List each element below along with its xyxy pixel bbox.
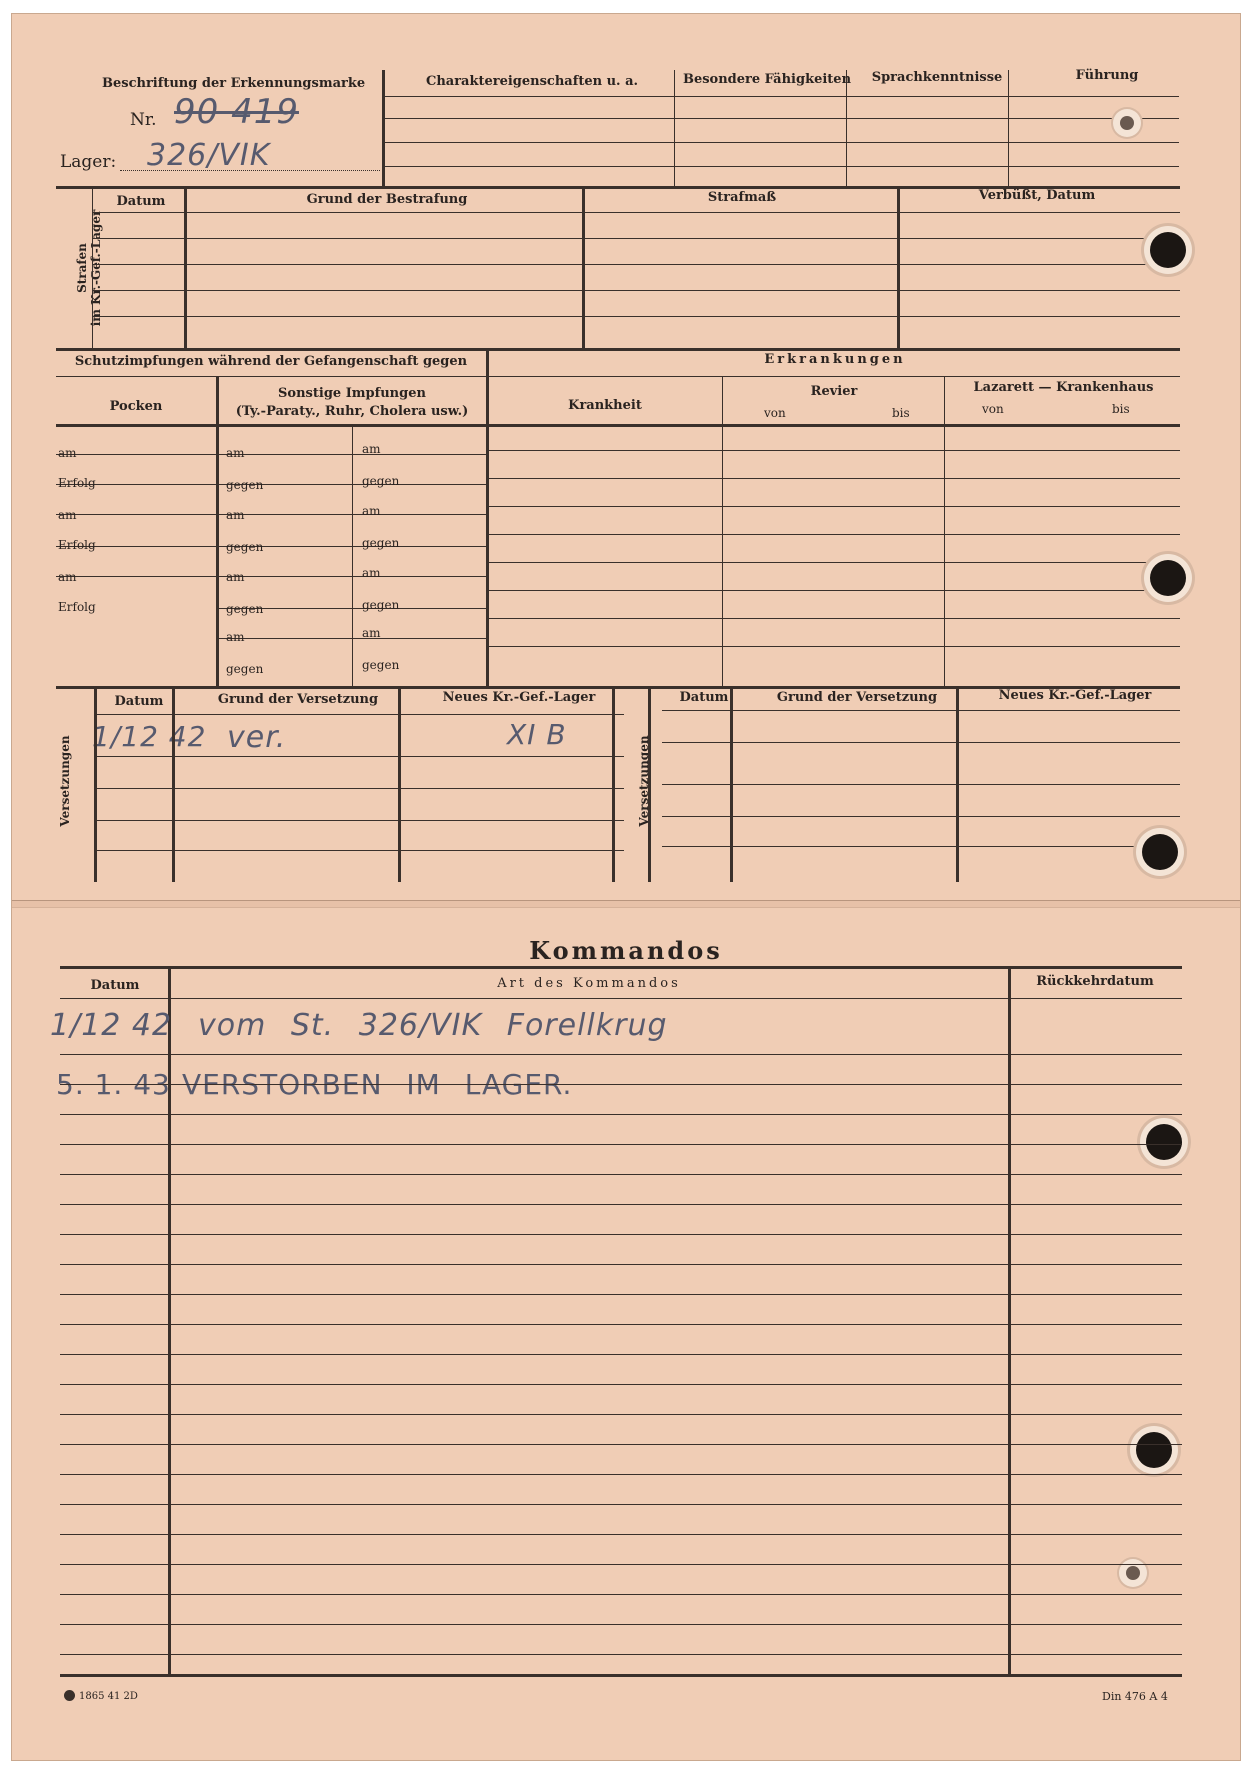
rule [582, 186, 585, 348]
din-label: Din 476 A 4 [1102, 1690, 1168, 1703]
rule [216, 514, 486, 515]
rule [612, 686, 615, 882]
pocken-am-2: am [58, 508, 77, 522]
other-am: am [226, 630, 245, 644]
punch-hole [1146, 1124, 1182, 1160]
col-illness: Krankheit [568, 398, 642, 413]
lager-dotted-line [120, 170, 380, 171]
kommandos-title: Kommandos [529, 936, 723, 965]
transfer-entry-camp: XI B [507, 718, 567, 751]
print-code-text: 1865 41 2D [79, 1691, 138, 1702]
rule [1008, 70, 1009, 186]
punch-hole [1142, 834, 1178, 870]
nr-value: 90 419 [174, 92, 299, 132]
kommando-row-line [60, 1384, 1182, 1385]
rule [956, 686, 959, 882]
other-gegen: gegen [226, 478, 264, 492]
kommando-row-line [60, 1504, 1182, 1505]
rule [398, 686, 401, 882]
col-character: Charaktereigenschaften u. a. [425, 74, 639, 89]
transfer-entry-reason: ver. [227, 720, 287, 755]
pocken-erfolg-1: Erfolg [58, 476, 96, 490]
pocken-am-3: am [58, 570, 77, 584]
other-gegen: gegen [226, 662, 264, 676]
rule [56, 376, 1180, 377]
rule [730, 686, 733, 882]
rule [56, 546, 486, 547]
revier-bis: bis [892, 406, 910, 420]
other-gegen: gegen [226, 540, 264, 554]
kommando-row-line [60, 1414, 1182, 1415]
transfer-col-date-2: Datum [679, 690, 729, 705]
other-gegen: gegen [362, 474, 400, 488]
kommando-row-line [60, 1594, 1182, 1595]
other-gegen: gegen [226, 602, 264, 616]
kommando-row-line [60, 1624, 1182, 1625]
rule [486, 646, 1180, 647]
page-fold [12, 900, 1240, 908]
rule [662, 742, 1180, 743]
other-gegen: gegen [362, 658, 400, 672]
rule [384, 96, 1179, 97]
punch-hole [1136, 1432, 1172, 1468]
rule [722, 376, 723, 686]
kommando-row-line [60, 1354, 1182, 1355]
transfer-col-camp-2: Neues Kr.-Gef.-Lager [998, 688, 1152, 703]
rule [92, 264, 1180, 265]
rule [56, 576, 216, 577]
kommando-row-line [60, 1474, 1182, 1475]
transfers-side-label-right: Versetzungen [637, 735, 651, 827]
rule [216, 454, 486, 455]
rule [92, 238, 1180, 239]
rule [92, 316, 1180, 317]
col-pocken: Pocken [109, 399, 163, 414]
pocken-am-1: am [58, 446, 77, 460]
vacc-heading: Schutzimpfungen während der Gefangenschaft gegen [74, 354, 468, 369]
kommando-row-line [60, 1324, 1182, 1325]
kommando-entry-2-date: 5. 1. 43 [56, 1068, 171, 1101]
other-gegen: gegen [362, 598, 400, 612]
rule [486, 562, 1180, 563]
rule [944, 376, 945, 686]
illness-heading: Erkrankungen [764, 352, 906, 367]
kommando-col-type: Art des Kommandos [497, 976, 681, 991]
rule [486, 450, 1180, 451]
kommando-entry-1-date: 1/12 42 [50, 1008, 173, 1043]
rule [96, 756, 624, 757]
lazarett-von: von [982, 402, 1004, 416]
rule [486, 534, 1180, 535]
col-other-2: (Ty.-Paraty., Ruhr, Cholera usw.) [235, 404, 469, 419]
rule [60, 998, 1182, 999]
other-am: am [226, 446, 245, 460]
rule [172, 686, 175, 882]
rule [56, 514, 216, 515]
rule [60, 966, 1182, 969]
other-am: am [362, 504, 381, 518]
rule [384, 118, 1179, 119]
kommando-row-line [60, 1234, 1182, 1235]
other-am: am [226, 508, 245, 522]
transfer-col-date: Datum [114, 694, 164, 709]
rule [486, 590, 1180, 591]
kommando-col-return: Rückkehrdatum [1036, 974, 1154, 989]
transfer-col-reason: Grund der Versetzung [217, 692, 379, 707]
print-code [64, 1690, 138, 1702]
rule [216, 376, 219, 686]
rule [662, 816, 1180, 817]
other-am: am [226, 570, 245, 584]
rule [216, 638, 486, 639]
side-label-line-2: im Kr.-Gef.-Lager [89, 209, 103, 327]
kommando-bottom-line [60, 1674, 1182, 1677]
rule [92, 212, 1180, 213]
lager-value: 326/VIK [147, 138, 271, 173]
rule [662, 846, 1180, 847]
col-reason: Grund der Bestrafung [306, 192, 468, 207]
side-label-line-1: Strafen [75, 243, 89, 293]
kommando-entry-1-text: vom St. 326/VIK Forellkrug [198, 1008, 668, 1043]
col-abilities: Besondere Fähigkeiten [682, 72, 852, 87]
rule [384, 142, 1179, 143]
pocken-erfolg-2: Erfolg [58, 538, 96, 552]
col-languages: Sprachkenntnisse [871, 70, 1003, 85]
rule [96, 788, 624, 789]
col-served: Verbüßt, Datum [978, 188, 1096, 203]
col-conduct: Führung [1075, 68, 1139, 83]
rule [94, 686, 97, 882]
rule [56, 348, 1180, 351]
other-am: am [362, 442, 381, 456]
pocken-erfolg-3: Erfolg [58, 600, 96, 614]
rule [846, 70, 847, 186]
rule [92, 186, 93, 348]
rule [56, 424, 1180, 427]
kommando-row-line [60, 1264, 1182, 1265]
rule [56, 454, 216, 455]
other-am: am [362, 626, 381, 640]
kommando-row-line [60, 1204, 1182, 1205]
rule [216, 576, 486, 577]
col-other-1: Sonstige Impfungen [278, 386, 426, 401]
kommando-row-line [60, 1174, 1182, 1175]
lager-label: Lager: [60, 152, 117, 172]
rule [384, 166, 1179, 167]
kommando-entry-2-text: VERSTORBEN IM LAGER. [182, 1068, 573, 1101]
form-sheet [12, 14, 1240, 1760]
rule [96, 714, 624, 715]
rule [96, 820, 624, 821]
rule [486, 618, 1180, 619]
punch-hole [1150, 232, 1186, 268]
rule [92, 290, 1180, 291]
rule [184, 186, 187, 348]
rule [382, 70, 385, 186]
other-gegen: gegen [362, 536, 400, 550]
rule [674, 70, 675, 186]
rule [662, 710, 1180, 711]
rule [662, 784, 1180, 785]
rule [1008, 966, 1011, 1674]
other-am: am [362, 566, 381, 580]
kommando-row-line [60, 1534, 1182, 1535]
transfer-entry-date: 1/12 42 [92, 720, 207, 753]
col-date: Datum [116, 194, 166, 209]
transfer-col-camp: Neues Kr.-Gef.-Lager [442, 690, 596, 705]
rule [352, 426, 353, 686]
tag-heading: Beschriftung der Erkennungsmarke [102, 76, 366, 91]
kommando-row-line [60, 1654, 1182, 1655]
transfer-col-reason-2: Grund der Versetzung [776, 690, 938, 705]
rule [486, 478, 1180, 479]
lazarett-bis: bis [1112, 402, 1130, 416]
kommando-row-line [60, 1084, 1182, 1085]
kommando-row-line [60, 1054, 1182, 1055]
revier-von: von [764, 406, 786, 420]
transfers-side-label-left: Versetzungen [58, 735, 72, 827]
col-lazarett: Lazarett — Krankenhaus [973, 380, 1154, 395]
rule [486, 348, 489, 686]
punch-hole [1150, 560, 1186, 596]
rule [96, 850, 624, 851]
kommando-row-line [60, 1114, 1182, 1115]
kommando-row-line [60, 1444, 1182, 1445]
nr-label: Nr. [130, 110, 157, 130]
col-penalty: Strafmaß [707, 190, 777, 205]
rule [486, 506, 1180, 507]
punch-hole [1120, 116, 1134, 130]
kommando-row-line [60, 1144, 1182, 1145]
rule [897, 186, 900, 348]
printer-mark-icon [64, 1690, 75, 1701]
kommando-col-date: Datum [90, 978, 140, 993]
kommando-row-line [60, 1564, 1182, 1565]
punch-hole [1126, 1566, 1140, 1580]
kommando-row-line [60, 1294, 1182, 1295]
col-revier: Revier [810, 384, 858, 399]
rule [648, 686, 651, 882]
rule [56, 484, 486, 485]
